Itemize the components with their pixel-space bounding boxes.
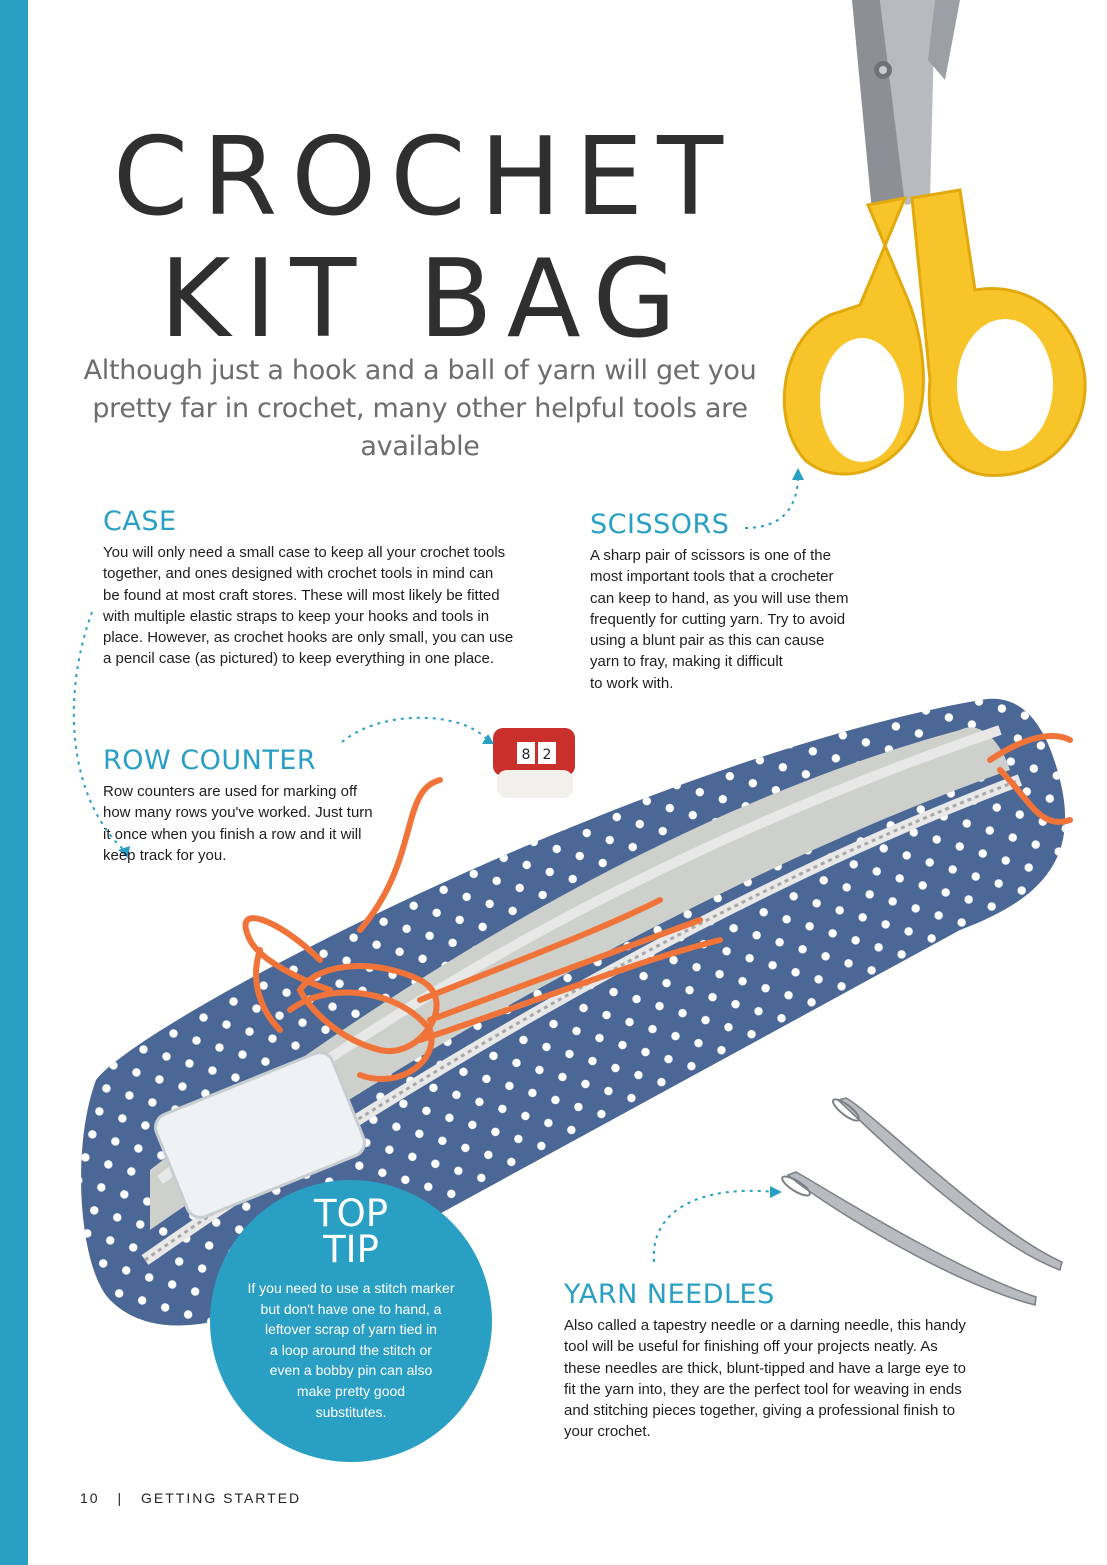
yarn-needles-line: your crochet. bbox=[564, 1423, 651, 1441]
top-tip-line: leftover scrap of yarn tied in bbox=[265, 1321, 437, 1338]
top-tip-line: but don't have one to hand, a bbox=[260, 1300, 442, 1317]
scissors-line: can keep to hand, as you will use them bbox=[590, 589, 849, 607]
page-footer bbox=[80, 1490, 301, 1506]
yarn-needles-image bbox=[780, 1096, 1062, 1305]
page-subtitle: Although just a hook and a ball of yarn will get you pretty far in crochet, many other helpful tools are available bbox=[83, 355, 757, 462]
top-tip-line: even a bobby pin can also bbox=[269, 1362, 433, 1379]
yarn-needles-line: fit the yarn into, they are the perfect tool for weaving in ends bbox=[564, 1380, 962, 1398]
page-number: 10 bbox=[80, 1490, 100, 1506]
scissors-heading: SCISSORS bbox=[590, 509, 730, 540]
row-counter-heading: ROW COUNTER bbox=[103, 745, 317, 776]
top-tip-line: If you need to use a stitch marker bbox=[247, 1280, 455, 1296]
case-line: with multiple elastic straps to keep your hooks and tools in bbox=[103, 607, 490, 625]
top-tip-callout bbox=[210, 1180, 492, 1462]
scissors-image bbox=[784, 0, 1085, 475]
row-counter-body bbox=[103, 781, 423, 866]
yarn-needles-body bbox=[564, 1315, 1024, 1443]
yarn-needles-heading: YARN NEEDLES bbox=[564, 1279, 775, 1310]
scissors-line: to work with. bbox=[590, 674, 674, 692]
scissors-line: frequently for cutting yarn. Try to avoid bbox=[590, 610, 846, 628]
top-tip-title-line-2: TIP bbox=[323, 1228, 379, 1271]
top-tip-title-line-1: TOP bbox=[313, 1192, 389, 1235]
svg-text:8: 8 bbox=[521, 747, 531, 763]
yarn-needles-line: these needles are thick, blunt-tipped and have a large eye to bbox=[564, 1359, 966, 1377]
case-line: be found at most craft stores. These will most likely be fitted bbox=[103, 586, 500, 604]
page-title-line-1: CROCHET bbox=[112, 115, 738, 240]
scissors-line: using a blunt pair as this can cause bbox=[590, 632, 825, 650]
case-line: place. However, as crochet hooks are only small, you can use bbox=[103, 629, 514, 647]
footer-separator: | bbox=[117, 1490, 124, 1506]
row-counter-line: keep track for you. bbox=[103, 846, 227, 864]
case-line: You will only need a small case to keep all your crochet tools bbox=[103, 544, 506, 561]
row-counter-line: Row counters are used for marking off bbox=[103, 783, 358, 800]
yarn-needles-line: tool will be useful for finishing off your projects neatly. As bbox=[564, 1338, 938, 1356]
page-title-line-2: KIT BAG bbox=[159, 237, 691, 362]
case-line: a pencil case (as pictured) to keep everything in one place. bbox=[103, 650, 495, 668]
case-heading: CASE bbox=[103, 506, 177, 537]
scissors-line: A sharp pair of scissors is one of the bbox=[590, 547, 831, 564]
top-tip-body bbox=[235, 1278, 467, 1422]
row-counter-line: how many rows you've worked. Just turn bbox=[103, 804, 373, 822]
top-tip-line: substitutes. bbox=[315, 1403, 387, 1420]
row-counter-line: it once when you finish a row and it will bbox=[103, 825, 362, 843]
case-line: together, and ones designed with crochet tools in mind can bbox=[103, 565, 494, 583]
svg-text:2: 2 bbox=[542, 747, 552, 763]
scissors-line: most important tools that a crocheter bbox=[590, 568, 834, 586]
top-tip-line: make pretty good bbox=[296, 1382, 406, 1399]
top-tip-line: a loop around the stitch or bbox=[270, 1341, 432, 1358]
case-body bbox=[103, 542, 563, 670]
scissors-body bbox=[590, 545, 910, 694]
section-name: GETTING STARTED bbox=[141, 1490, 302, 1506]
top-tip-title bbox=[210, 1192, 492, 1271]
row-counter-image bbox=[493, 728, 575, 798]
yarn-needles-line: and stitching pieces together, giving a professional finish to bbox=[564, 1402, 956, 1420]
scissors-line: yarn to fray, making it difficult bbox=[590, 653, 783, 671]
yarn-needles-line: Also called a tapestry needle or a darning needle, this handy bbox=[564, 1317, 966, 1334]
